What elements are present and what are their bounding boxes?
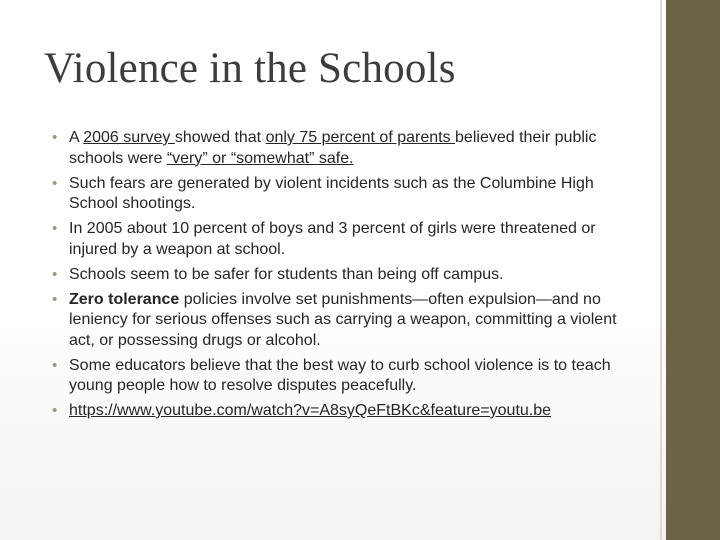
bullet-educators: • Some educators believe that the best way to curb school violence is to teach young people how to resolve disputes peacefully. — [52, 356, 642, 397]
bullet-survey-underline-1: 2006 survey — [83, 129, 175, 146]
bullet-survey-text-3: believed their public schools were — [69, 129, 597, 167]
bullet-survey-underline-3: “very” or “somewhat” safe. — [166, 149, 354, 167]
bullet-survey — [52, 128, 642, 169]
bullet-fears: • Such fears are generated by violent incidents such as the Columbine High School shootings. — [52, 174, 642, 215]
bullet-list — [52, 128, 642, 426]
bullet-survey-text-2: showed that — [174, 129, 266, 146]
bullet-survey-underline-2: only 75 percent of parents — [265, 129, 456, 146]
slide-title: Violence in the Schools — [44, 45, 456, 92]
bullet-survey-text-1: A — [69, 129, 84, 146]
sidebar-divider — [660, 0, 662, 540]
bullet-link — [52, 401, 642, 422]
zero-tolerance-text: policies involve set punishments—often expulsion—and no leniency for serious offenses such as carrying a weapon, committing a violent act, or possessing drugs or alcohol. — [69, 290, 617, 349]
bullet-safety: • Schools seem to be safer for students than being off campus. — [52, 265, 642, 286]
bullet-statistics: • In 2005 about 10 percent of boys and 3 percent of girls were threatened or injured by a weapon at school. — [52, 219, 642, 260]
zero-tolerance-term: Zero tolerance — [69, 290, 180, 308]
youtube-link[interactable]: https://www.youtube.com/watch?v=A8syQeFtBKc&feature=youtu.be — [69, 402, 552, 419]
bullet-zero-tolerance — [52, 290, 642, 352]
sidebar-accent-bar — [666, 0, 720, 540]
